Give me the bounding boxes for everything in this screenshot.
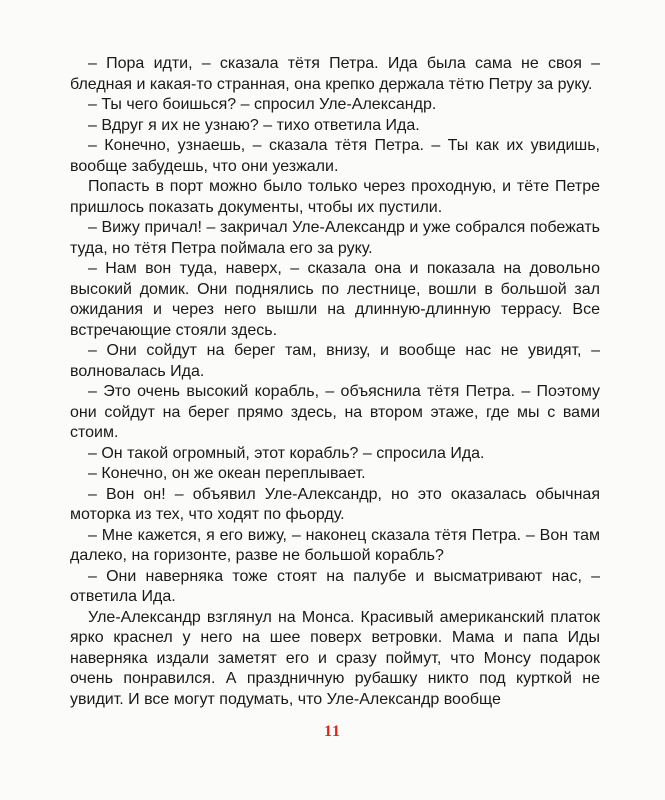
paragraph: Попасть в порт можно было только через проходную, и тёте Петре пришлось показать документы, чтобы их пустили.	[70, 178, 600, 216]
paragraph: – Пора идти, – сказала тётя Петра. Ида была сама не своя – бледная и какая-то странная, она крепко держала тётю Петру за руку.	[70, 55, 600, 93]
paragraph: – Вон он! – объявил Уле-Александр, но это оказалась обычная моторка из тех, что ходят по фьорду.	[70, 485, 600, 523]
paragraph: – Вдруг я их не узнаю? – тихо ответила Ида.	[88, 116, 420, 134]
paragraph: – Они наверняка тоже стоят на палубе и высматривают нас, – ответила Ида.	[70, 567, 600, 605]
paragraph: Уле-Александр взглянул на Монса. Красивый американский платок ярко краснел у него на шее поверх ветровки. Мама и папа Иды наверняка издали заметят его и сразу поймут, что Монсу подарок очень понравился. А праздничную рубашку никто под курткой не увидит. И все могут подумать, что Уле-Александр вообще	[70, 608, 600, 708]
paragraph: – Нам вон туда, наверх, – сказала она и показала на довольно высокий домик. Они поднялись по лестнице, вошли в большой зал ожидания и через него вышли на длинную-длинную террасу. Все встречающие стояли здесь.	[70, 260, 600, 339]
paragraph: – Это очень высокий корабль, – объяснила тётя Петра. – Поэтому они сойдут на берег прямо здесь, на втором этаже, где мы с вами стоим.	[70, 383, 600, 441]
paragraph: – Он такой огромный, этот корабль? – спросила Ида.	[88, 444, 485, 462]
paragraph: – Вижу причал! – закричал Уле-Александр и уже собрался побежать туда, но тётя Петра поймала его за руку.	[70, 219, 600, 257]
page-number: 11	[323, 723, 342, 740]
paragraph: – Они сойдут на берег там, внизу, и вообще нас не увидят, – волновалась Ида.	[70, 342, 600, 380]
paragraph: – Мне кажется, я его вижу, – наконец сказала тётя Петра. – Вон там далеко, на горизонте, разве не большой корабль?	[70, 526, 600, 564]
body-text	[70, 54, 600, 710]
paragraph: – Ты чего боишься? – спросил Уле-Александр.	[88, 96, 437, 113]
paragraph: – Конечно, узнаешь, – сказала тётя Петра. – Ты как их увидишь, вообще забудешь, что они уезжали.	[70, 137, 600, 175]
paragraph: – Конечно, он же океан переплывает.	[88, 465, 366, 482]
